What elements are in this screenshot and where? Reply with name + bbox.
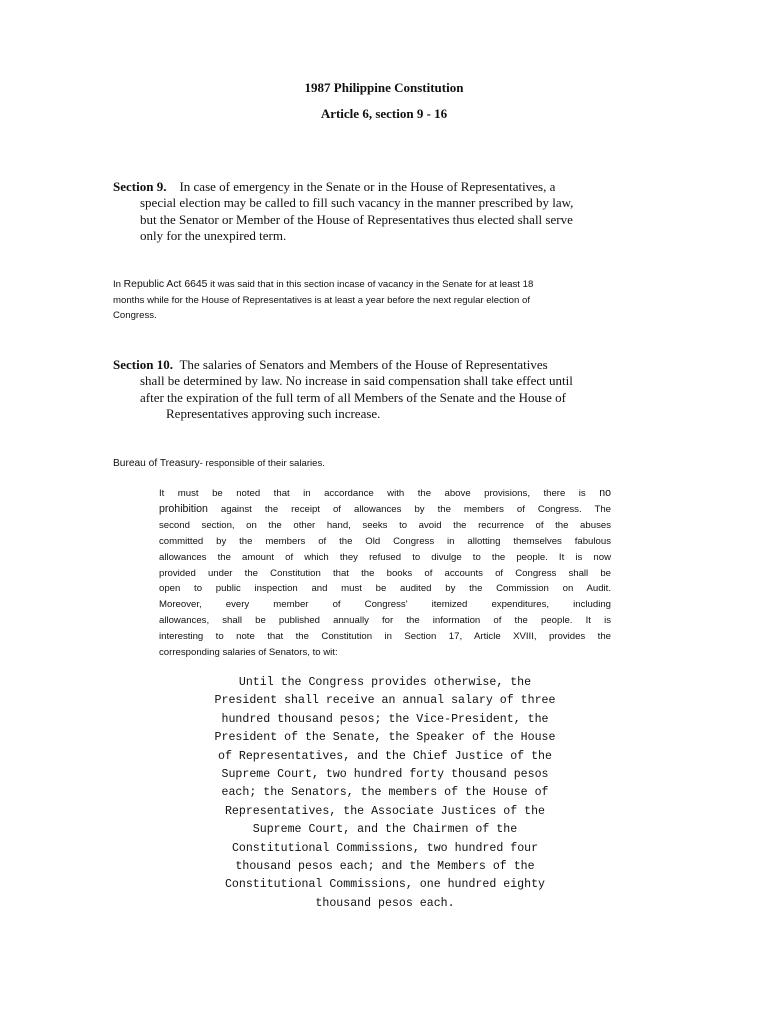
section-10-block bbox=[113, 357, 656, 423]
quote-line: President of the Senate, the Speaker of the House bbox=[214, 731, 556, 745]
note-line: months while for the House of Representatives is at least a year before the next regular election of bbox=[113, 294, 531, 306]
section-10-text-line: after the expiration of the full term of all Members of the Senate and the House of bbox=[140, 389, 566, 405]
quote-line: Until the Congress provides otherwise, the bbox=[238, 676, 532, 689]
section-9-label: Section 9. bbox=[113, 179, 167, 194]
section-10-label: Section 10. bbox=[113, 357, 173, 372]
commentary-line: interesting to note that the Constitution in Section 17, Article XVIII, provides the bbox=[159, 631, 611, 643]
note-prefix: In bbox=[113, 279, 124, 290]
document-title: 1987 Philippine Constitution bbox=[304, 80, 464, 95]
quote-line: Representatives, the Associate Justices of the bbox=[224, 804, 546, 818]
note-line: Congress. bbox=[113, 310, 157, 322]
quote-line: President shall receive an annual salary of three bbox=[214, 694, 556, 708]
commentary-line: allowances, shall be published annually for the information of the people. It is bbox=[159, 615, 611, 627]
quote-line: each; the Senators, the members of the House of bbox=[221, 786, 549, 800]
quote-line: of Representatives, and the Chief Justice of the bbox=[218, 749, 552, 763]
quoted-provision bbox=[170, 674, 600, 913]
commentary-text: against the receipt of allowances by the members of Congress. The bbox=[207, 503, 611, 515]
bureau-name: Bureau of Treasury bbox=[113, 458, 200, 469]
note-line bbox=[113, 277, 656, 293]
emphasis-text: no bbox=[599, 487, 611, 499]
quote-line: hundred thousand pesos; the Vice-President, the bbox=[221, 712, 549, 726]
commentary-paragraph bbox=[159, 486, 611, 661]
republic-act-reference: Republic Act 6645 bbox=[123, 279, 208, 290]
quote-line: Supreme Court, two hundred forty thousand pesos bbox=[221, 768, 549, 782]
commentary-text: It must be noted that in accordance with the above provisions, there is bbox=[159, 488, 600, 499]
commentary-line: corresponding salaries of Senators, to wit: bbox=[159, 647, 338, 659]
section-9-block bbox=[113, 179, 656, 245]
commentary-line: open to public inspection and must be audited by the Commission on Audit. bbox=[159, 583, 611, 595]
section-9-text-line: only for the unexpired term. bbox=[140, 228, 287, 244]
quote-line: thousand pesos each; and the Members of the bbox=[235, 860, 535, 874]
section-10-text-line: The salaries of Senators and Members of the House of Representatives bbox=[179, 357, 548, 372]
section-9-first-line bbox=[113, 179, 656, 195]
quote-line: thousand pesos each. bbox=[315, 896, 455, 910]
republic-act-note bbox=[113, 277, 656, 324]
commentary-line: second section, on the other hand, seeks to avoid the recurrence of the abuses bbox=[159, 519, 611, 531]
commentary-line bbox=[159, 486, 611, 502]
commentary-line bbox=[159, 502, 611, 518]
commentary-line: allowances the amount of which they refused to divulge to the people. It is now bbox=[159, 551, 611, 563]
section-10-first-line bbox=[113, 357, 656, 373]
section-10-text-line: Representatives approving such increase. bbox=[166, 406, 381, 422]
bureau-description: - responsible of their salaries. bbox=[199, 458, 325, 469]
emphasis-text: prohibition bbox=[159, 502, 208, 515]
section-9-text-line: special election may be called to fill such vacancy in the manner prescribed by law, bbox=[140, 195, 574, 211]
bureau-note bbox=[113, 456, 656, 472]
document-subtitle: Article 6, section 9 - 16 bbox=[320, 106, 448, 121]
quote-line: Supreme Court, and the Chairmen of the bbox=[252, 823, 518, 837]
quote-line: Constitutional Commissions, two hundred four bbox=[231, 841, 539, 855]
section-10-text-line: shall be determined by law. No increase in said compensation shall take effect until bbox=[140, 373, 573, 389]
commentary-line: committed by the members of the Old Congress in allotting themselves fabulous bbox=[159, 535, 611, 547]
section-9-text-line: but the Senator or Member of the House of Representatives thus elected shall serve bbox=[140, 211, 573, 227]
quote-line: Constitutional Commissions, one hundred eighty bbox=[224, 878, 546, 892]
commentary-line: provided under the Constitution that the books of accounts of Congress shall be bbox=[159, 567, 611, 579]
commentary-line: Moreover, every member of Congress' itemized expenditures, including bbox=[159, 599, 611, 611]
note-text: it was said that in this section incase of vacancy in the Senate for at least 18 bbox=[207, 279, 534, 290]
section-9-text-line: In case of emergency in the Senate or in the House of Representatives, a bbox=[179, 179, 556, 194]
